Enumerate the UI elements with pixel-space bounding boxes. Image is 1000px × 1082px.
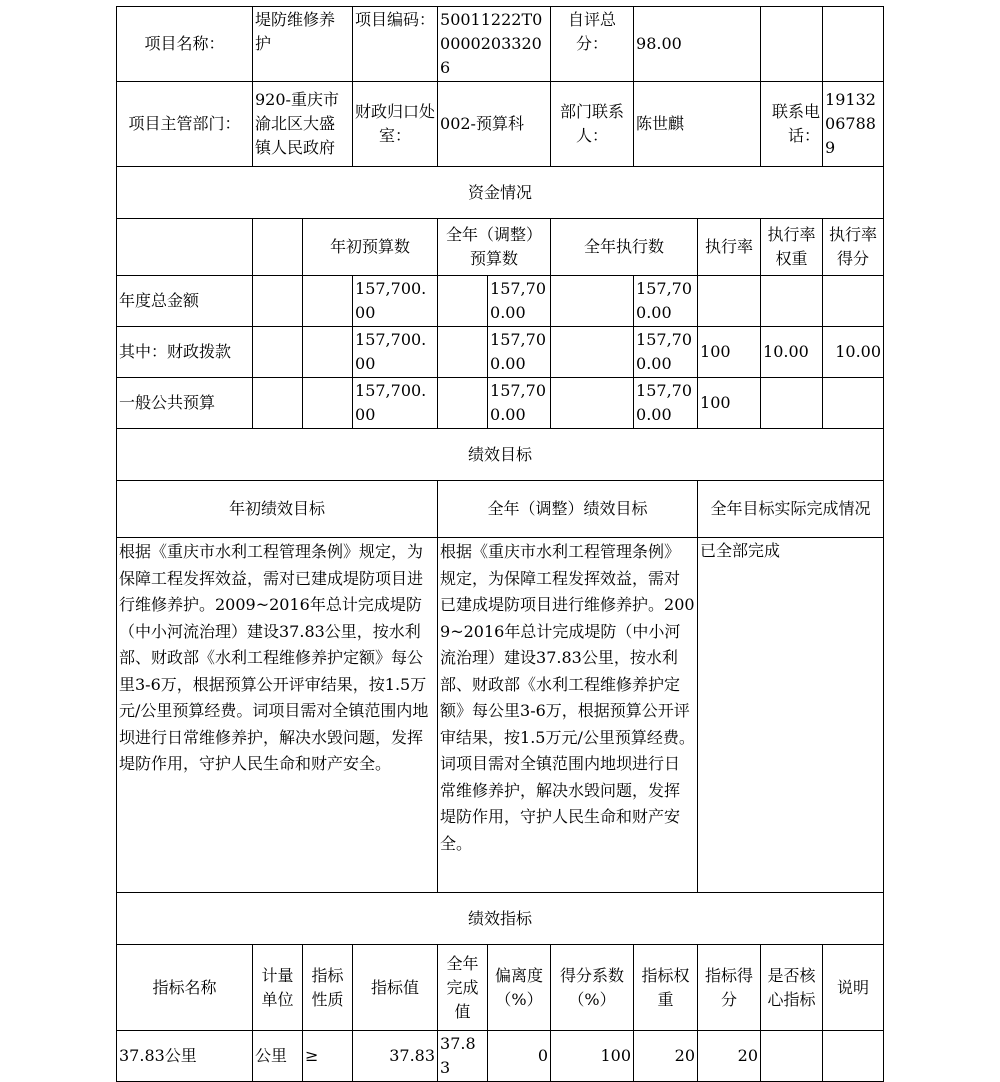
funds-col-weight: 执行率权重	[761, 219, 823, 276]
funds-row-label: 年度总金额	[117, 276, 253, 327]
funds-score-value	[823, 378, 884, 429]
ind-coef: 100	[551, 1031, 634, 1082]
funds-col-score: 执行率得分	[823, 219, 884, 276]
project-info-row	[117, 7, 884, 82]
funds-rate-value	[698, 276, 761, 327]
empty-cell	[551, 327, 634, 378]
funds-row	[117, 327, 884, 378]
goals-col-adjusted: 全年（调整）绩效目标	[438, 481, 698, 538]
ind-col-unit: 计量单位	[253, 945, 303, 1031]
ind-col-core: 是否核心指标	[761, 945, 823, 1031]
dept-name: 920-重庆市渝北区大盛镇人民政府	[253, 82, 353, 167]
goals-body-row	[117, 538, 884, 893]
ind-value: 37.83	[353, 1031, 438, 1082]
funds-initial-value: 157,700.00	[353, 378, 438, 429]
dept-label: 项目主管部门：	[117, 82, 253, 167]
ind-col-coef: 得分系数（%）	[551, 945, 634, 1031]
ind-complete: 37.83	[438, 1031, 488, 1082]
funds-header-row	[117, 219, 884, 276]
funds-col-executed: 全年执行数	[551, 219, 698, 276]
funds-initial-value: 157,700.00	[353, 327, 438, 378]
ind-col-note: 说明	[823, 945, 884, 1031]
ind-weight: 20	[634, 1031, 698, 1082]
funds-title-row	[117, 167, 884, 219]
funds-executed-value: 157,700.00	[634, 276, 698, 327]
project-code: 50011222T000002033206	[438, 7, 551, 82]
goals-adjusted-text: 根据《重庆市水利工程管理条例》规定，为保障工程发挥效益，需对已建成堤防项目进行维修养护。2009~2016年总计完成堤防（中小河流治理）建设37.83公里，按水利部、财政部《水利工程维修养护定额》每公里3-6万，根据预算公开评审结果，按1.5万元/公里预算经费。词项目需对全镇范围内地坝进行日常维修养护，解决水毁问题，发挥堤防作用，守护人民生命和财产安全。	[438, 538, 698, 893]
funds-row-label: 其中：财政拨款	[117, 327, 253, 378]
empty-cell	[438, 276, 488, 327]
phone-label: 联系电话：	[761, 82, 823, 167]
funds-weight-value	[761, 276, 823, 327]
goals-section-title: 绩效目标	[117, 429, 884, 481]
empty-cell	[253, 327, 303, 378]
project-code-label: 项目编码：	[353, 7, 438, 82]
ind-nature: ≥	[303, 1031, 353, 1082]
funds-section-title: 资金情况	[117, 167, 884, 219]
funds-adjusted-value: 157,700.00	[488, 378, 551, 429]
funds-rate-value: 100	[698, 327, 761, 378]
performance-table	[116, 6, 884, 1082]
empty-cell	[253, 378, 303, 429]
indicator-row	[117, 1031, 884, 1082]
funds-executed-value: 157,700.00	[634, 327, 698, 378]
funds-score-value: 10.00	[823, 327, 884, 378]
contact-name: 陈世麒	[634, 82, 761, 167]
empty-cell	[303, 276, 353, 327]
goals-col-initial: 年初绩效目标	[117, 481, 438, 538]
funds-adjusted-value: 157,700.00	[488, 276, 551, 327]
ind-deviation: 0	[488, 1031, 551, 1082]
goals-initial-text: 根据《重庆市水利工程管理条例》规定，为保障工程发挥效益，需对已建成堤防项目进行维修养护。2009~2016年总计完成堤防（中小河流治理）建设37.83公里，按水利部、财政部《水利工程维修养护定额》每公里3-6万，根据预算公开评审结果，按1.5万元/公里预算经费。词项目需对全镇范围内地坝进行日常维修养护，解决水毁问题，发挥堤防作用，守护人民生命和财产安全。	[117, 538, 438, 893]
finance-office-label: 财政归口处室：	[353, 82, 438, 167]
funds-weight-value: 10.00	[761, 327, 823, 378]
empty-cell	[551, 378, 634, 429]
self-score: 98.00	[634, 7, 761, 82]
ind-col-value: 指标值	[353, 945, 438, 1031]
funds-col-initial: 年初预算数	[303, 219, 438, 276]
phone-number: 19132067889	[823, 82, 884, 167]
ind-col-deviation: 偏离度（%）	[488, 945, 551, 1031]
contact-label: 部门联系人：	[551, 82, 634, 167]
ind-unit: 公里	[253, 1031, 303, 1082]
empty-cell	[303, 327, 353, 378]
empty-cell	[823, 7, 884, 82]
goals-col-actual: 全年目标实际完成情况	[698, 481, 884, 538]
empty-cell	[303, 378, 353, 429]
goals-header-row	[117, 481, 884, 538]
indicators-section-title: 绩效指标	[117, 893, 884, 945]
funds-score-value	[823, 276, 884, 327]
indicators-header-row	[117, 945, 884, 1031]
ind-col-score: 指标得分	[698, 945, 761, 1031]
funds-adjusted-value: 157,700.00	[488, 327, 551, 378]
empty-cell	[438, 327, 488, 378]
funds-executed-value: 157,700.00	[634, 378, 698, 429]
ind-col-weight: 指标权重	[634, 945, 698, 1031]
ind-note	[823, 1031, 884, 1082]
ind-name: 37.83公里	[117, 1031, 253, 1082]
funds-col-rate: 执行率	[698, 219, 761, 276]
funds-weight-value	[761, 378, 823, 429]
dept-info-row	[117, 82, 884, 167]
empty-cell	[253, 276, 303, 327]
empty-cell	[253, 219, 303, 276]
ind-col-name: 指标名称	[117, 945, 253, 1031]
ind-col-complete: 全年完成值	[438, 945, 488, 1031]
goals-title-row	[117, 429, 884, 481]
funds-rate-value: 100	[698, 378, 761, 429]
self-score-label: 自评总分：	[551, 7, 634, 82]
funds-col-adjusted: 全年（调整）预算数	[438, 219, 551, 276]
indicators-title-row	[117, 893, 884, 945]
project-name: 堤防维修养护	[253, 7, 353, 82]
ind-core	[761, 1031, 823, 1082]
funds-row-label: 一般公共预算	[117, 378, 253, 429]
ind-score: 20	[698, 1031, 761, 1082]
finance-office: 002-预算科	[438, 82, 551, 167]
ind-col-nature: 指标性质	[303, 945, 353, 1031]
empty-cell	[761, 7, 823, 82]
empty-cell	[117, 219, 253, 276]
funds-row	[117, 378, 884, 429]
funds-initial-value: 157,700.00	[353, 276, 438, 327]
funds-row	[117, 276, 884, 327]
empty-cell	[551, 276, 634, 327]
empty-cell	[438, 378, 488, 429]
goals-actual-text: 已全部完成	[698, 538, 884, 893]
project-name-label: 项目名称：	[117, 7, 253, 82]
